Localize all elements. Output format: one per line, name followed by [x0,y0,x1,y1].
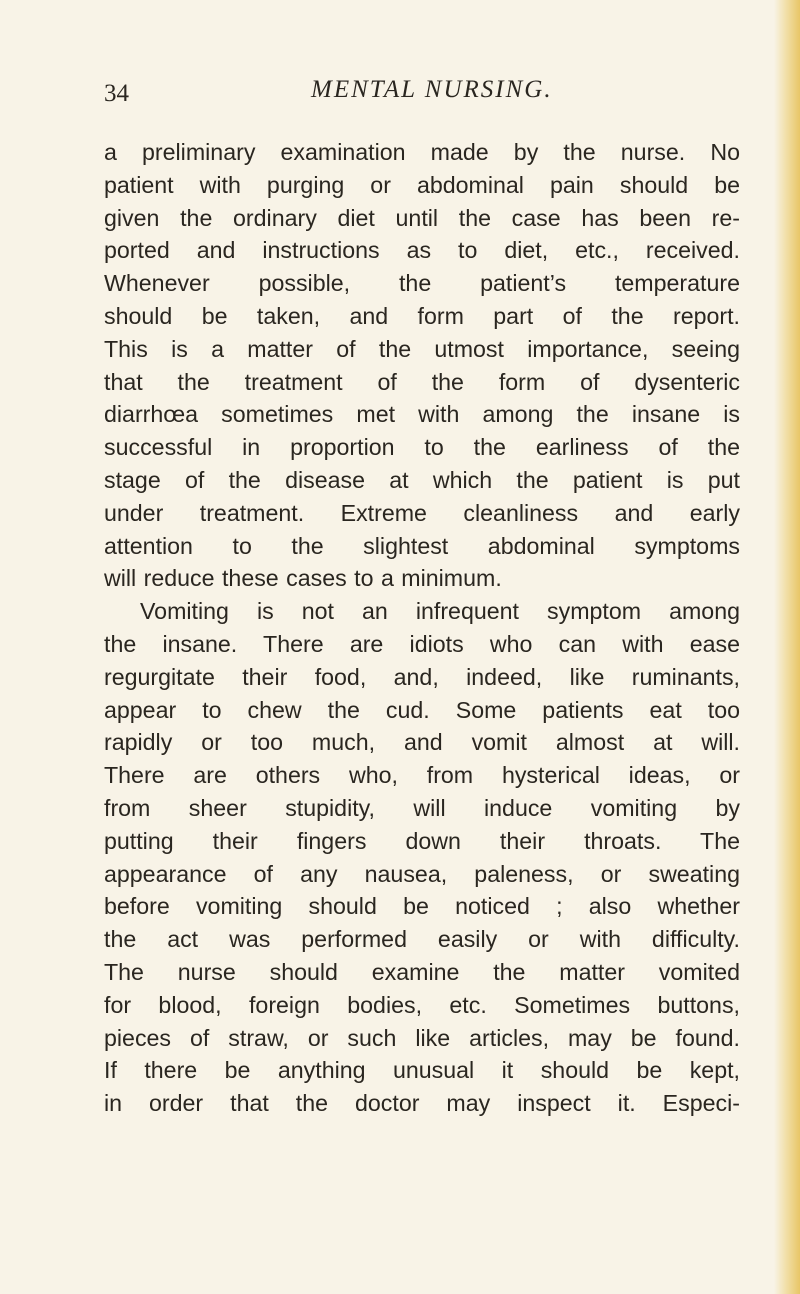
text-line: should be taken, and form part of the report. [104,302,740,329]
text-line: patient with purging or abdominal pain should be [104,171,740,198]
text-line: under treatment. Extreme cleanliness and early [104,499,740,526]
text-line: There are others who, from hysterical ideas, or [104,762,740,789]
text-line: the insane. There are idiots who can with ease [104,630,740,657]
text-line: diarrhœa sometimes met with among the insane is [104,401,740,428]
text-line: appearance of any nausea, paleness, or sweating [104,860,740,887]
page-edge-shading [774,0,800,1294]
text-line: a preliminary examination made by the nurse. No [104,139,740,165]
text-line: given the ordinary diet until the case has been re- [104,204,740,231]
text-line: attention to the slightest abdominal symptoms [104,532,740,559]
text-line: that the treatment of the form of dysenteric [104,368,740,395]
text-line: in order that the doctor may inspect it. Especi- [104,1090,740,1117]
text-line: the act was performed easily or with difficulty. [104,926,740,953]
text-line: for blood, foreign bodies, etc. Sometimes buttons, [104,991,740,1018]
text-line: Whenever possible, the patient’s temperature [104,270,740,297]
text-line: putting their fingers down their throats. The [104,827,740,854]
text-line: The nurse should examine the matter vomited [104,958,740,985]
text-line: before vomiting should be noticed ; also whether [104,893,740,920]
text-line: from sheer stupidity, will induce vomiting by [104,794,740,821]
text-line: ported and instructions as to diet, etc., received. [104,237,740,264]
text-line: This is a matter of the utmost importance, seeing [104,335,740,362]
body-text [104,136,740,1120]
text-line-paragraph-start: Vomiting is not an infrequent symptom among [140,598,740,625]
text-line: stage of the disease at which the patient is put [104,466,740,493]
page-number: 34 [104,80,129,107]
text-line: successful in proportion to the earliness of the [104,434,740,461]
text-line: pieces of straw, or such like articles, may be found. [104,1024,740,1051]
text-line-paragraph-end: will reduce these cases to a minimum. [104,565,502,592]
text-line: If there be anything unusual it should be kept, [104,1057,740,1084]
running-head: MENTAL NURSING. [311,76,553,103]
page-header [104,76,744,116]
text-line: regurgitate their food, and, indeed, like ruminants, [104,663,740,690]
text-line: appear to chew the cud. Some patients eat too [104,696,740,723]
text-line: rapidly or too much, and vomit almost at will. [104,729,740,756]
